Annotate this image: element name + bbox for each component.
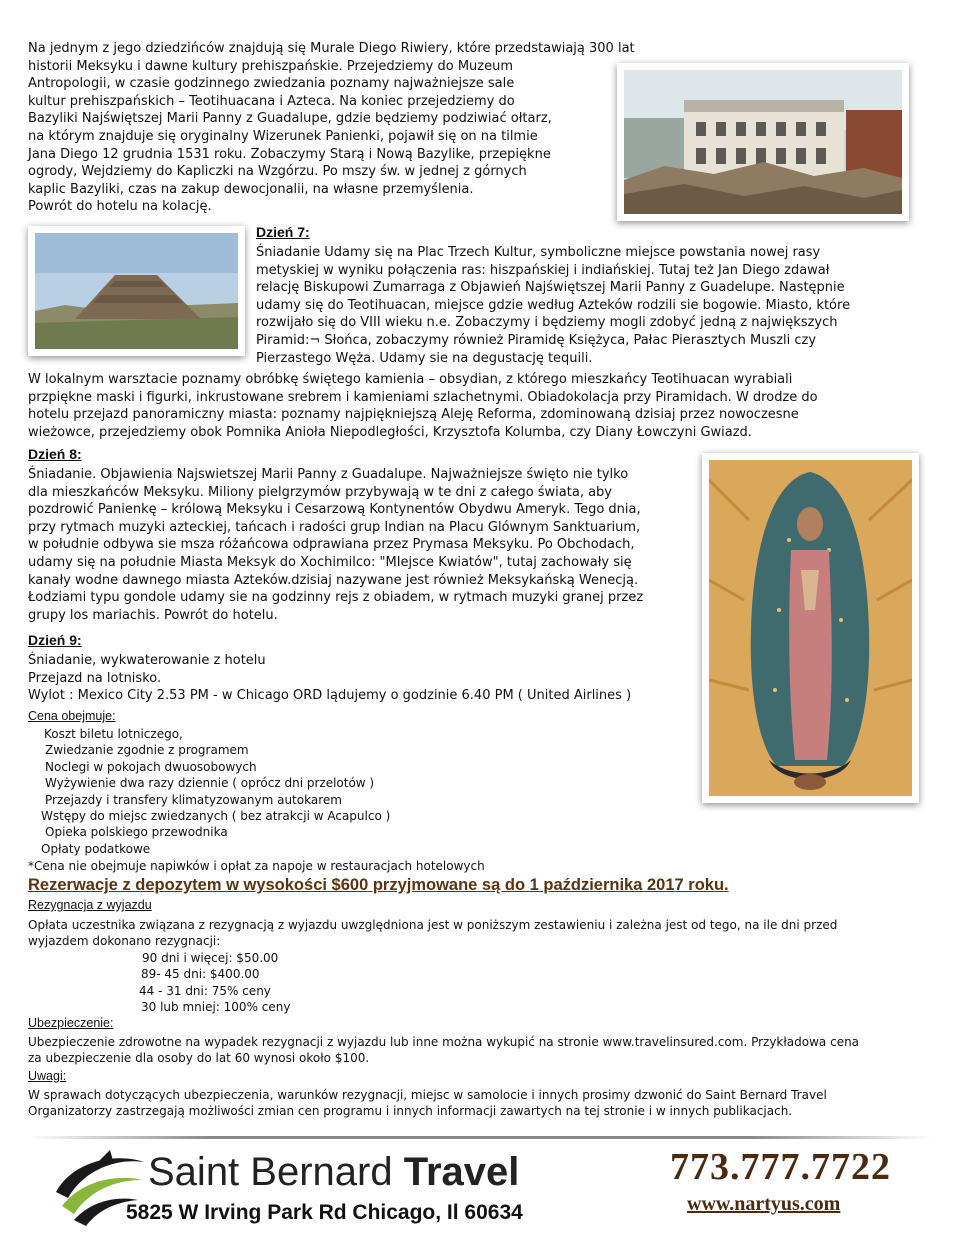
footer-divider (28, 1136, 933, 1139)
day9-heading: Dzień 9: (28, 632, 82, 648)
day9-line: Śniadanie, wykwaterowanie z hotelu (28, 653, 266, 668)
price-item: Noclegi w pokojach dwuosobowych (45, 759, 257, 774)
intro-line: Antropologii, w czasie godzinnego zwiedzania poznamy najważniejsze sale (28, 76, 515, 92)
price-heading: Cena obejmuje: (28, 709, 116, 723)
insurance-heading: Ubezpieczenie: (28, 1016, 114, 1030)
day7-line: relację Biskupowi Zumarraga z Objawień Najświętszej Marii Panny z Guadelupe. Następnie (256, 280, 845, 296)
intro-line: na którym znajduje się oryginalny Wizerunek Panienki, pojawił się on na tilmie (28, 128, 538, 144)
day7-line: Śniadanie Udamy się na Plac Trzech Kultur, symboliczne miejsce powstania nowej rasy (256, 245, 821, 260)
day7-line: Piramid:¬ Słońca, zobaczymy również Piramidę Księżyca, Pałac Pierasztych Muszli czy (256, 332, 817, 348)
cancellation-schedule (138, 950, 438, 1016)
day7-paragraph-right (256, 244, 916, 367)
day9-line: Przejazd na lotnisko. (28, 670, 162, 686)
intro-line: Bazyliki Najświętszej Marii Panny z Guadalupe, gdzie będziemy podziwiać ołtarz, (28, 111, 552, 127)
day9-line: Wylot : Mexico City 2.53 PM - w Chicago ORD lądujemy o godzinie 6.40 PM ( United Airlines ) (28, 688, 632, 704)
notes-line: Organizatorzy zastrzegają możliwości zmian cen programu i innych informacji zawartych na tej stronie i w innych publikacjach. (28, 1104, 793, 1119)
day8-line: kanały wodne dawnego miasta Azteków.dzisiaj nazywane jest również Meksykańską Wenecją. (28, 572, 639, 588)
day7-paragraph-full (28, 371, 933, 441)
intro-line: Powrót do hotelu na kolację. (28, 199, 212, 215)
day8-line: dla mieszkańców Meksyku. Miliony pielgrzymów przybywają w te dni z całego świata, aby (28, 484, 613, 500)
brand-name-light: Saint Bernard (148, 1150, 393, 1194)
day8-line: pozdrowić Panienkę – królową Meksyku i Cesarzową Kontynentów Obydwu Ameryk. Tego dnia, (28, 502, 641, 518)
insurance-line: za ubezpieczenie dla osoby do lat 60 wynosi około $100. (28, 1051, 370, 1066)
cancellation-heading: Rezygnacja z wyjazdu (28, 898, 152, 912)
website-link[interactable]: www.nartyus.com (687, 1193, 841, 1215)
notes-paragraph (28, 1087, 933, 1120)
cancellation-tier: 89- 45 dni: $400.00 (141, 967, 260, 982)
day9-paragraph (28, 652, 698, 705)
day7-line: udamy się do Teotihuacan, miejsce gdzie według Azteków rodzili sie bogowie. Miasto, które (256, 297, 851, 313)
day8-line: przy rytmach muzyki azteckiej, tańcach i radości grup Indian na Placu Glównym Sanktuarium, (28, 519, 641, 535)
phone-number[interactable]: 773.777.7722 (670, 1146, 891, 1188)
brand-name (148, 1150, 519, 1195)
price-item: Wstępy do miejsc zwiedzanych ( bez atrakcji w Acapulco ) (41, 808, 391, 823)
day7-line: wieżowce, przejedziemy obok Pomnika Anioła Niepodległości, Krzysztofa Kolumba, czy Diany Łowczyni Gwiazd. (28, 424, 752, 440)
notes-line: W sprawach dotyczących ubezpieczenia, warunków rezygnacji, miejsc w samolocie i innych prosimy dzwonić do Saint Bernard Travel (28, 1088, 827, 1102)
address: 5825 W Irving Park Rd Chicago, Il 60634 (126, 1201, 523, 1224)
cancellation-line: Opłata uczestnika związana z rezygnacją z wyjazdu uwzględniona jest w poniższym zestawieniu i zależna jest od tego, na ile dni przed (28, 918, 838, 932)
cancellation-tier: 30 lub mniej: 100% ceny (141, 1000, 291, 1015)
insurance-paragraph (28, 1034, 933, 1067)
intro-line: kultur prehiszpańskich – Teotihuacana i Azteca. Na koniec przejedziemy do (28, 93, 515, 109)
pyramid-photo (28, 226, 245, 356)
price-item: Opieka polskiego przewodnika (45, 825, 228, 840)
intro-line: Jana Diego 12 grudnia 1531 roku. Zobaczymy Starą i Nową Bazylike, przepiękne (28, 146, 551, 162)
price-note: *Cena nie obejmuje napiwków i opłat za napoje w restauracjach hotelowych (28, 859, 485, 873)
day7-heading: Dzień 7: (256, 224, 310, 240)
cancellation-tier: 90 dni i więcej: $50.00 (142, 951, 279, 965)
brand-name-bold: Travel (403, 1150, 520, 1194)
price-item: Przejazdy i transfery klimatyzowanym autokarem (45, 792, 342, 807)
day7-line: przpiękne maski i figurki, inkrustowane srebrem i kamieniami szlachetnymi. Obiadokolacja przy Piramidach. W drodze do (28, 389, 818, 405)
intro-paragraph (28, 40, 708, 216)
price-item: Koszt biletu lotniczego, (44, 727, 183, 741)
price-item: Opłaty podatkowe (41, 841, 151, 856)
guadalupe-image (702, 453, 919, 803)
cancellation-line: wyjazdem dokonano rezygnacji: (28, 934, 221, 949)
day7-line: hotelu przejazd panoramiczny miasta: poznamy najpiękniejszą Aleję Reforma, zdominowaną dzisiaj przez nowoczesne (28, 407, 799, 423)
price-list (30, 726, 590, 857)
day8-line: grupy los mariachis. Powrót do hotelu. (28, 607, 278, 623)
plaza-buildings-photo (617, 63, 909, 221)
insurance-line: Ubezpieczenie zdrowotne na wypadek rezygnacji z wyjazdu lub inne można wykupić na stronie www.travelinsured.com. Przykładowa cena (28, 1035, 860, 1049)
price-item: Zwiedzanie zgodnie z programem (45, 743, 249, 758)
day7-line: rozwijało się do VIII wieku n.e. Zobaczymy i będziemy mogli zdobyć jedną z największych (256, 315, 838, 331)
notes-heading: Uwagi: (28, 1069, 67, 1083)
day8-line: udamy się na południe Miasta Meksyk do Xochimilco: "MIejsce Kwiatów", tutaj zachowały się (28, 554, 632, 570)
price-item: Wyżywienie dwa razy dziennie ( oprócz dni przelotów ) (45, 776, 375, 791)
day7-line: Pierzastego Węża. Udamy sie na degustację tequili. (256, 350, 593, 366)
day8-heading: Dzień 8: (28, 446, 82, 462)
day7-line: W lokalnym warsztacie poznamy obróbkę świętego kamienia – obsydian, z którego mieszkańcy Teotihuacan wyrabiali (28, 372, 793, 387)
day8-line: Łodziami typu gondole udamy sie na godzinny rejs z obiadem, w rytmach muzyki granej przez (28, 590, 644, 606)
day7-line: metyskiej w wyniku połączenia ras: hiszpańskiej i indiańskiej. Tutaj też Jan Diego zdawał (256, 262, 830, 278)
intro-line: kaplic Bazyliki, czas na zakup dewocjonalii, na własne przemyślenia. (28, 181, 474, 197)
cancellation-tier: 44 - 31 dni: 75% ceny (139, 983, 271, 998)
intro-line: Na jednym z jego dziedzińców znajdują się Murale Diego Riwiery, które przedstawiają 300 lat (28, 41, 635, 56)
intro-line: historii Meksyku i dawne kultury prehiszpańskie. Przejedziemy do Muzeum (28, 58, 514, 74)
day8-line: Śniadanie. Objawienia Najswietszej Marii Panny z Guadalupe. Najważniejsze święto nie tylko (28, 467, 629, 482)
day8-line: w południe odbywa sie msza różańcowa odprawiana przez Prymasa Meksyku. Po Obchodach, (28, 537, 635, 553)
intro-line: ogrody, Wejdziemy do Kapliczki na Wzgórzu. Po mszy św. w jednej z górnych (28, 164, 527, 180)
deposit-banner: Rezerwacje z depozytem w wysokości $600 przyjmowane są do 1 października 2017 roku. (28, 876, 729, 894)
day8-paragraph (28, 466, 698, 624)
cancellation-paragraph (28, 917, 933, 950)
